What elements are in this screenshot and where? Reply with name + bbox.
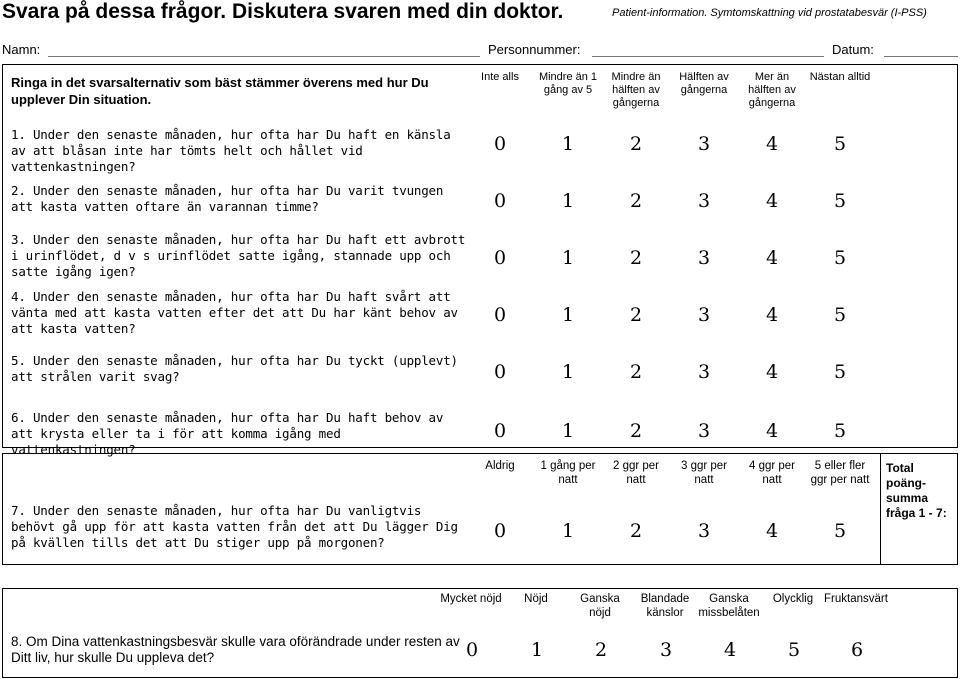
score-option[interactable]: 4 bbox=[765, 304, 779, 326]
question-7: 7. Under den senaste månaden, hur ofta har Du vanligtvis behövt gå upp för att kasta vatten från det att Du lägger Dig på kvällen tills det att Du stiger upp på morgonen? bbox=[11, 503, 458, 550]
column-header: Mycket nöjd bbox=[440, 593, 502, 605]
score-option[interactable]: 1 bbox=[561, 133, 575, 155]
score-option[interactable]: 5 bbox=[833, 361, 847, 383]
score-option[interactable]: 4 bbox=[765, 133, 779, 155]
score-option[interactable]: 5 bbox=[833, 520, 847, 542]
score-option[interactable]: 2 bbox=[629, 520, 643, 542]
column-header: Blandade känslor bbox=[640, 593, 690, 619]
score-option[interactable]: 4 bbox=[723, 639, 737, 661]
score-option[interactable]: 3 bbox=[697, 361, 711, 383]
score-option[interactable]: 4 bbox=[765, 247, 779, 269]
name-label: Namn: bbox=[2, 42, 41, 57]
column-header: 4 ggr per natt bbox=[748, 460, 796, 486]
score-option[interactable]: 2 bbox=[629, 361, 643, 383]
score-option[interactable]: 0 bbox=[493, 304, 507, 326]
score-option[interactable]: 5 bbox=[833, 133, 847, 155]
score-option[interactable]: 5 bbox=[833, 190, 847, 212]
score-option[interactable]: 3 bbox=[659, 639, 673, 661]
column-header: Mindre än hälften av gångerna bbox=[611, 71, 661, 109]
column-header: Ganska missbelåten bbox=[698, 593, 760, 619]
column-header: Ganska nöjd bbox=[580, 593, 620, 619]
score-option[interactable]: 0 bbox=[465, 639, 479, 661]
score-option[interactable]: 2 bbox=[629, 190, 643, 212]
score-option[interactable]: 0 bbox=[493, 361, 507, 383]
column-header: Aldrig bbox=[485, 460, 515, 472]
date-label: Datum: bbox=[832, 42, 874, 57]
score-option[interactable]: 1 bbox=[561, 304, 575, 326]
score-option[interactable]: 5 bbox=[833, 247, 847, 269]
score-option[interactable]: 1 bbox=[561, 247, 575, 269]
score-option[interactable]: 3 bbox=[697, 247, 711, 269]
score-option[interactable]: 3 bbox=[697, 420, 711, 442]
score-option[interactable]: 0 bbox=[493, 520, 507, 542]
column-header: Inte alls bbox=[481, 71, 519, 83]
score-option[interactable]: 1 bbox=[561, 361, 575, 383]
score-option[interactable]: 5 bbox=[833, 420, 847, 442]
question-2: 2. Under den senaste månaden, hur ofta har Du varit tvungen att kasta vatten oftare än varannan timme? bbox=[11, 183, 444, 214]
score-option[interactable]: 1 bbox=[561, 190, 575, 212]
score-option[interactable]: 5 bbox=[787, 639, 801, 661]
column-header: Nöjd bbox=[524, 593, 548, 605]
score-option[interactable]: 0 bbox=[493, 133, 507, 155]
instruction: Ringa in det svarsalternativ som bäst stämmer överens med hur Du upplever Din situation. bbox=[11, 75, 429, 107]
score-option[interactable]: 3 bbox=[697, 304, 711, 326]
page-subtitle: Patient-information. Symtomskattning vid prostatabesvär (I-PSS) bbox=[612, 7, 927, 19]
ssn-label: Personnummer: bbox=[488, 42, 581, 57]
score-option[interactable]: 2 bbox=[594, 639, 608, 661]
score-option[interactable]: 3 bbox=[697, 133, 711, 155]
score-option[interactable]: 1 bbox=[561, 520, 575, 542]
score-option[interactable]: 5 bbox=[833, 304, 847, 326]
score-option[interactable]: 6 bbox=[850, 639, 864, 661]
score-option[interactable]: 4 bbox=[765, 520, 779, 542]
score-option[interactable]: 4 bbox=[765, 361, 779, 383]
column-header: Mindre än 1 gång av 5 bbox=[538, 71, 598, 96]
score-option[interactable]: 2 bbox=[629, 247, 643, 269]
ssn-field[interactable] bbox=[592, 56, 824, 57]
date-field[interactable] bbox=[884, 56, 958, 57]
question-6: 6. Under den senaste månaden, hur ofta har Du haft behov av att krysta eller ta i för att komma igång med vattenkastningen? bbox=[11, 410, 444, 457]
score-option[interactable]: 1 bbox=[530, 639, 544, 661]
score-option[interactable]: 2 bbox=[629, 133, 643, 155]
score-option[interactable]: 3 bbox=[697, 190, 711, 212]
column-header: Olycklig bbox=[772, 593, 814, 605]
column-header: Mer än hälften av gångerna bbox=[748, 71, 796, 109]
total-score-label: Total poäng-summa fråga 1 - 7: bbox=[886, 461, 947, 520]
column-header: 2 ggr per natt bbox=[612, 460, 660, 486]
question-1: 1. Under den senaste månaden, hur ofta har Du haft en känsla av att blåsan inte har tömts helt och hållet vid vattenkastningen? bbox=[11, 127, 451, 174]
column-header: Nästan alltid bbox=[809, 71, 871, 83]
column-header: 3 ggr per natt bbox=[680, 460, 728, 486]
column-header: Hälften av gångerna bbox=[679, 71, 729, 96]
score-option[interactable]: 0 bbox=[493, 420, 507, 442]
score-option[interactable]: 3 bbox=[697, 520, 711, 542]
column-header: 1 gång per natt bbox=[540, 460, 596, 486]
score-option[interactable]: 0 bbox=[493, 247, 507, 269]
score-option[interactable]: 4 bbox=[765, 420, 779, 442]
score-option[interactable]: 0 bbox=[493, 190, 507, 212]
question-8: 8. Om Dina vattenkastningsbesvär skulle vara oförändrade under resten av Ditt liv, hur skulle Du uppleva det? bbox=[11, 634, 460, 665]
name-field[interactable] bbox=[48, 56, 480, 57]
question-5: 5. Under den senaste månaden, hur ofta har Du tyckt (upplevt) att strålen varit svag? bbox=[11, 353, 458, 384]
question-4: 4. Under den senaste månaden, hur ofta har Du haft svårt att vänta med att kasta vatten efter det att Du har känt behov av att kasta vatten? bbox=[11, 289, 458, 336]
page-title: Svara på dessa frågor. Diskutera svaren med din doktor. bbox=[2, 0, 564, 23]
score-option[interactable]: 1 bbox=[561, 420, 575, 442]
score-option[interactable]: 4 bbox=[765, 190, 779, 212]
score-option[interactable]: 2 bbox=[629, 420, 643, 442]
column-header: 5 eller fler ggr per natt bbox=[810, 460, 870, 486]
column-header: Fruktansvärt bbox=[824, 593, 888, 605]
question-3: 3. Under den senaste månaden, hur ofta har Du haft ett avbrott i urinflödet, d v s urinflödet satte igång, stannade upp och satte igång igen? bbox=[11, 232, 466, 279]
score-option[interactable]: 2 bbox=[629, 304, 643, 326]
